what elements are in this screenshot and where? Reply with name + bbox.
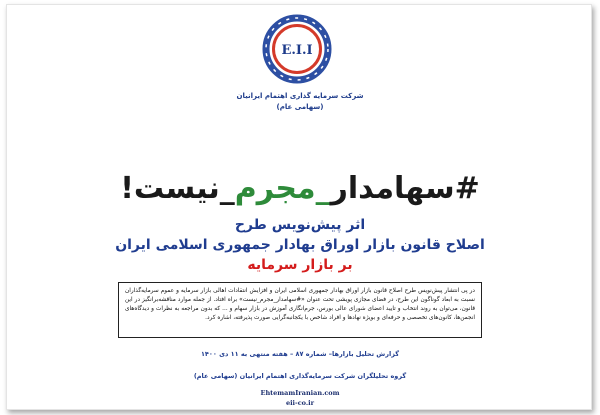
- website-link-2[interactable]: eii-co.ir: [285, 399, 315, 407]
- title-line-3: بر بازار سرمایه: [247, 257, 353, 273]
- website-link-1[interactable]: EhtemamIranian.com: [260, 389, 340, 397]
- company-logo: [262, 14, 332, 84]
- hashtag-word-criminal: مجرم: [234, 171, 316, 206]
- summary-box: در پی انتشار پیش‌نویس طرح اصلاح قانون بازار اوراق بهادار جمهوری اسلامی ایران و افزایش انتقادات اهالی بازار سرمایه و عموم سرمایه‌گذاران نسبت به ابعاد گوناگون این طرح، در فضای مجازی پویشی تحت عنوان «#سهامدار_مجرم_نیست» براه افتاد. از جمله موارد مناقشه‌برانگیز در این قانون، می‌توان به روند انتخاب و تایید اعضای شورای عالی بورس، جرم‌انگاری آموزش در بازار سهام و ... که بدون مراجعه به نظرات و دیدگاه‌های انجمن‌ها، کانون‌های تخصصی و حرفه‌ای و بویژه نهادها و افراد شاخص با یکجانبه‌گرایی صورت پذیرفته، اشاره کرد.: [118, 282, 482, 338]
- company-name: شرکت سرمایه گذاری اهتمام ایرانیان: [236, 92, 364, 100]
- hashtag-separator-1: _: [315, 171, 331, 206]
- hashtag-symbol: #: [454, 171, 480, 206]
- hashtag-word-is-not: نیست!: [120, 171, 220, 206]
- hashtag-headline: [0, 170, 600, 208]
- logo-text: E.I.I: [281, 43, 313, 58]
- hashtag-separator-2: _: [219, 171, 235, 206]
- hashtag-word-shareholder: سهامدار: [330, 171, 455, 206]
- analyst-group: گروه تحلیلگران شرکت سرمایه‌گذاری اهتمام ایرانیان (سهامی عام): [193, 372, 407, 380]
- company-type: (سهامی عام): [276, 103, 324, 111]
- title-line-1: اثر پیش‌نویس طرح: [234, 217, 366, 233]
- report-info: گزارش تحلیل بازارها– شماره ۸۷ – هفته منتهی به ۱۱ دی ۱۴۰۰: [200, 350, 400, 358]
- title-line-2: اصلاح قانون بازار اوراق بهادار جمهوری اسلامی ایران: [115, 237, 485, 253]
